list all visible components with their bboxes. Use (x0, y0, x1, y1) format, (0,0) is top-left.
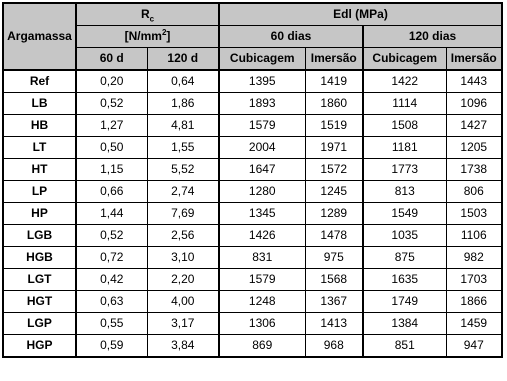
header-unit-prefix: [N/mm (124, 29, 162, 43)
header-col-cubicagem-60: Cubicagem (219, 48, 305, 71)
header-col-imersao-60: Imersão (305, 48, 363, 71)
cell-rc-120d: 1,86 (147, 93, 219, 115)
cell-cubicagem-120: 1508 (363, 115, 446, 137)
cell-rc-120d: 2,74 (147, 181, 219, 203)
cell-cubicagem-60: 1647 (219, 159, 305, 181)
header-col-60d: 60 d (76, 48, 147, 71)
cell-imersao-60: 1367 (305, 291, 363, 313)
row-label: LB (3, 93, 76, 115)
cell-imersao-60: 1568 (305, 269, 363, 291)
cell-cubicagem-120: 1773 (363, 159, 446, 181)
cell-cubicagem-120: 1749 (363, 291, 446, 313)
cell-imersao-120: 1866 (446, 291, 502, 313)
table-row (3, 269, 502, 291)
table-header (3, 3, 502, 70)
cell-cubicagem-60: 1345 (219, 203, 305, 225)
header-rc-sub: c (149, 14, 155, 24)
cell-imersao-60: 1413 (305, 313, 363, 335)
cell-cubicagem-60: 1426 (219, 225, 305, 247)
results-table-container (2, 2, 503, 358)
row-label: HB (3, 115, 76, 137)
table-row (3, 181, 502, 203)
cell-rc-60d: 0,63 (76, 291, 147, 313)
cell-rc-60d: 0,59 (76, 335, 147, 358)
header-120-dias: 120 dias (363, 26, 502, 48)
table-body (3, 70, 502, 357)
cell-cubicagem-60: 2004 (219, 137, 305, 159)
cell-rc-120d: 0,64 (147, 70, 219, 93)
table-row (3, 203, 502, 225)
cell-cubicagem-60: 1395 (219, 70, 305, 93)
cell-imersao-60: 1519 (305, 115, 363, 137)
row-label: HT (3, 159, 76, 181)
cell-imersao-60: 1860 (305, 93, 363, 115)
cell-imersao-120: 1205 (446, 137, 502, 159)
table-row (3, 291, 502, 313)
table-row (3, 313, 502, 335)
cell-imersao-120: 1427 (446, 115, 502, 137)
results-table (2, 2, 503, 358)
cell-cubicagem-120: 1549 (363, 203, 446, 225)
cell-rc-120d: 4,00 (147, 291, 219, 313)
cell-cubicagem-120: 1422 (363, 70, 446, 93)
header-60-dias: 60 dias (219, 26, 363, 48)
cell-rc-60d: 0,52 (76, 225, 147, 247)
cell-cubicagem-120: 1635 (363, 269, 446, 291)
cell-imersao-60: 968 (305, 335, 363, 358)
header-col-cubicagem-120: Cubicagem (363, 48, 446, 71)
cell-cubicagem-60: 1579 (219, 115, 305, 137)
cell-imersao-120: 1443 (446, 70, 502, 93)
cell-rc-120d: 4,81 (147, 115, 219, 137)
table-row (3, 159, 502, 181)
table-row (3, 137, 502, 159)
cell-imersao-60: 1572 (305, 159, 363, 181)
cell-cubicagem-120: 1181 (363, 137, 446, 159)
cell-rc-60d: 0,42 (76, 269, 147, 291)
header-unit-suffix: ] (166, 29, 171, 43)
cell-imersao-120: 982 (446, 247, 502, 269)
header-col-imersao-120: Imersão (446, 48, 502, 71)
cell-rc-60d: 0,20 (76, 70, 147, 93)
cell-rc-60d: 1,27 (76, 115, 147, 137)
table-row (3, 115, 502, 137)
header-col-120d: 120 d (147, 48, 219, 71)
table-row (3, 225, 502, 247)
cell-rc-120d: 2,56 (147, 225, 219, 247)
row-label: Ref (3, 70, 76, 93)
cell-rc-60d: 0,66 (76, 181, 147, 203)
cell-imersao-60: 1419 (305, 70, 363, 93)
cell-cubicagem-120: 1384 (363, 313, 446, 335)
row-label: HP (3, 203, 76, 225)
header-unit (76, 26, 219, 48)
cell-cubicagem-60: 1248 (219, 291, 305, 313)
cell-imersao-60: 1289 (305, 203, 363, 225)
cell-rc-60d: 0,50 (76, 137, 147, 159)
cell-cubicagem-120: 875 (363, 247, 446, 269)
row-label: HGB (3, 247, 76, 269)
cell-rc-60d: 0,52 (76, 93, 147, 115)
cell-imersao-60: 975 (305, 247, 363, 269)
cell-cubicagem-60: 869 (219, 335, 305, 358)
cell-imersao-120: 1503 (446, 203, 502, 225)
cell-cubicagem-60: 831 (219, 247, 305, 269)
cell-cubicagem-120: 813 (363, 181, 446, 203)
cell-imersao-120: 806 (446, 181, 502, 203)
row-label: LP (3, 181, 76, 203)
row-label: LT (3, 137, 76, 159)
cell-rc-60d: 0,55 (76, 313, 147, 335)
cell-imersao-60: 1971 (305, 137, 363, 159)
cell-imersao-120: 1703 (446, 269, 502, 291)
row-label: HGT (3, 291, 76, 313)
cell-imersao-120: 1459 (446, 313, 502, 335)
row-label: LGB (3, 225, 76, 247)
cell-imersao-60: 1245 (305, 181, 363, 203)
row-label: HGP (3, 335, 76, 358)
cell-rc-60d: 0,72 (76, 247, 147, 269)
cell-rc-120d: 3,10 (147, 247, 219, 269)
cell-imersao-120: 1096 (446, 93, 502, 115)
table-row (3, 247, 502, 269)
cell-imersao-120: 1106 (446, 225, 502, 247)
cell-rc-120d: 3,17 (147, 313, 219, 335)
header-rc-main: R (140, 7, 150, 21)
table-row (3, 335, 502, 358)
header-rc (76, 3, 219, 26)
cell-rc-60d: 1,15 (76, 159, 147, 181)
cell-rc-120d: 5,52 (147, 159, 219, 181)
cell-rc-120d: 3,84 (147, 335, 219, 358)
cell-rc-120d: 2,20 (147, 269, 219, 291)
cell-cubicagem-60: 1306 (219, 313, 305, 335)
row-label: LGP (3, 313, 76, 335)
cell-cubicagem-120: 851 (363, 335, 446, 358)
header-edl: Edl (MPa) (219, 3, 502, 26)
cell-cubicagem-120: 1114 (363, 93, 446, 115)
row-label: LGT (3, 269, 76, 291)
cell-cubicagem-60: 1893 (219, 93, 305, 115)
header-unit-sup: 2 (161, 28, 167, 37)
cell-imersao-60: 1478 (305, 225, 363, 247)
cell-rc-60d: 1,44 (76, 203, 147, 225)
cell-imersao-120: 1738 (446, 159, 502, 181)
header-argamassa: Argamassa (3, 3, 76, 70)
cell-cubicagem-60: 1579 (219, 269, 305, 291)
cell-imersao-120: 947 (446, 335, 502, 358)
table-row (3, 70, 502, 93)
table-row (3, 93, 502, 115)
cell-cubicagem-120: 1035 (363, 225, 446, 247)
cell-cubicagem-60: 1280 (219, 181, 305, 203)
cell-rc-120d: 7,69 (147, 203, 219, 225)
cell-rc-120d: 1,55 (147, 137, 219, 159)
